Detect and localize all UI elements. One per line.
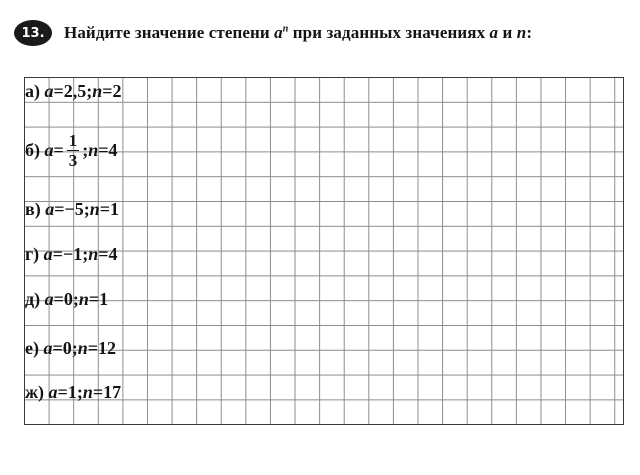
n-value: 12 — [98, 338, 117, 358]
equals: = — [53, 289, 64, 309]
equals: = — [88, 289, 100, 309]
equals: = — [98, 244, 109, 264]
equals: = — [92, 382, 104, 402]
var-n: n — [82, 382, 93, 402]
task-header — [14, 18, 532, 48]
a-value: 1 — [67, 382, 77, 402]
equals: = — [52, 338, 63, 358]
equals: = — [102, 81, 113, 101]
item-label: д) — [25, 289, 41, 309]
a-value: 0 — [62, 338, 72, 358]
title-var-n: n — [516, 23, 527, 42]
a-value: −5 — [64, 199, 84, 219]
a-value: 0 — [63, 289, 73, 309]
var-n: n — [89, 199, 100, 219]
equals: = — [53, 81, 64, 101]
var-a: a — [44, 289, 54, 309]
title-and: и — [498, 23, 517, 42]
item-label: е) — [25, 338, 39, 358]
fraction-numerator: 1 — [68, 130, 78, 150]
a-fraction — [67, 132, 80, 169]
item-label: а) — [25, 81, 40, 101]
item-b — [25, 128, 118, 172]
title-colon: : — [526, 23, 533, 42]
equals: = — [98, 140, 109, 160]
var-a: a — [44, 81, 54, 101]
item-label: в) — [25, 199, 41, 219]
n-value: 4 — [108, 244, 118, 264]
item-v — [25, 197, 119, 221]
fraction-denominator: 3 — [68, 150, 78, 170]
var-n: n — [88, 244, 99, 264]
var-a: a — [44, 140, 54, 160]
separator: ; — [82, 140, 89, 160]
task-title — [64, 23, 532, 43]
var-n: n — [77, 338, 88, 358]
title-var-a: a — [489, 23, 499, 42]
var-a: a — [45, 199, 55, 219]
var-a: a — [48, 382, 58, 402]
equals: = — [99, 199, 111, 219]
var-n: n — [92, 81, 103, 101]
n-value: 1 — [99, 289, 109, 309]
item-label: ж) — [25, 382, 45, 402]
a-value: −1 — [62, 244, 83, 264]
item-g — [25, 242, 117, 266]
n-value: 4 — [108, 140, 118, 160]
equals: = — [53, 140, 64, 160]
item-d — [25, 287, 108, 311]
n-value: 2 — [112, 81, 122, 101]
var-a: a — [43, 244, 53, 264]
title-base: a — [274, 23, 283, 42]
equals: = — [57, 382, 68, 402]
item-label: б) — [25, 140, 40, 160]
item-zh — [25, 380, 121, 404]
item-a — [25, 79, 122, 103]
n-value: 17 — [103, 382, 122, 402]
answer-grid[interactable] — [24, 77, 624, 425]
separator: ; — [72, 289, 79, 309]
task-number-badge: 13. — [14, 20, 52, 46]
title-text-1: Найдите значение степени — [64, 23, 275, 42]
n-value: 1 — [110, 199, 120, 219]
equals: = — [52, 244, 63, 264]
title-exponent: n — [282, 23, 289, 35]
separator: ; — [82, 244, 89, 264]
equals: = — [54, 199, 65, 219]
separator: ; — [86, 81, 93, 101]
var-a: a — [43, 338, 53, 358]
var-n: n — [78, 289, 89, 309]
item-label: г) — [25, 244, 40, 264]
var-n: n — [88, 140, 99, 160]
a-value: 2,5 — [63, 81, 87, 101]
separator: ; — [76, 382, 83, 402]
item-e — [25, 336, 116, 360]
separator: ; — [71, 338, 78, 358]
separator: ; — [83, 199, 90, 219]
title-text-2: при заданных значениях — [288, 23, 490, 42]
equals: = — [87, 338, 99, 358]
